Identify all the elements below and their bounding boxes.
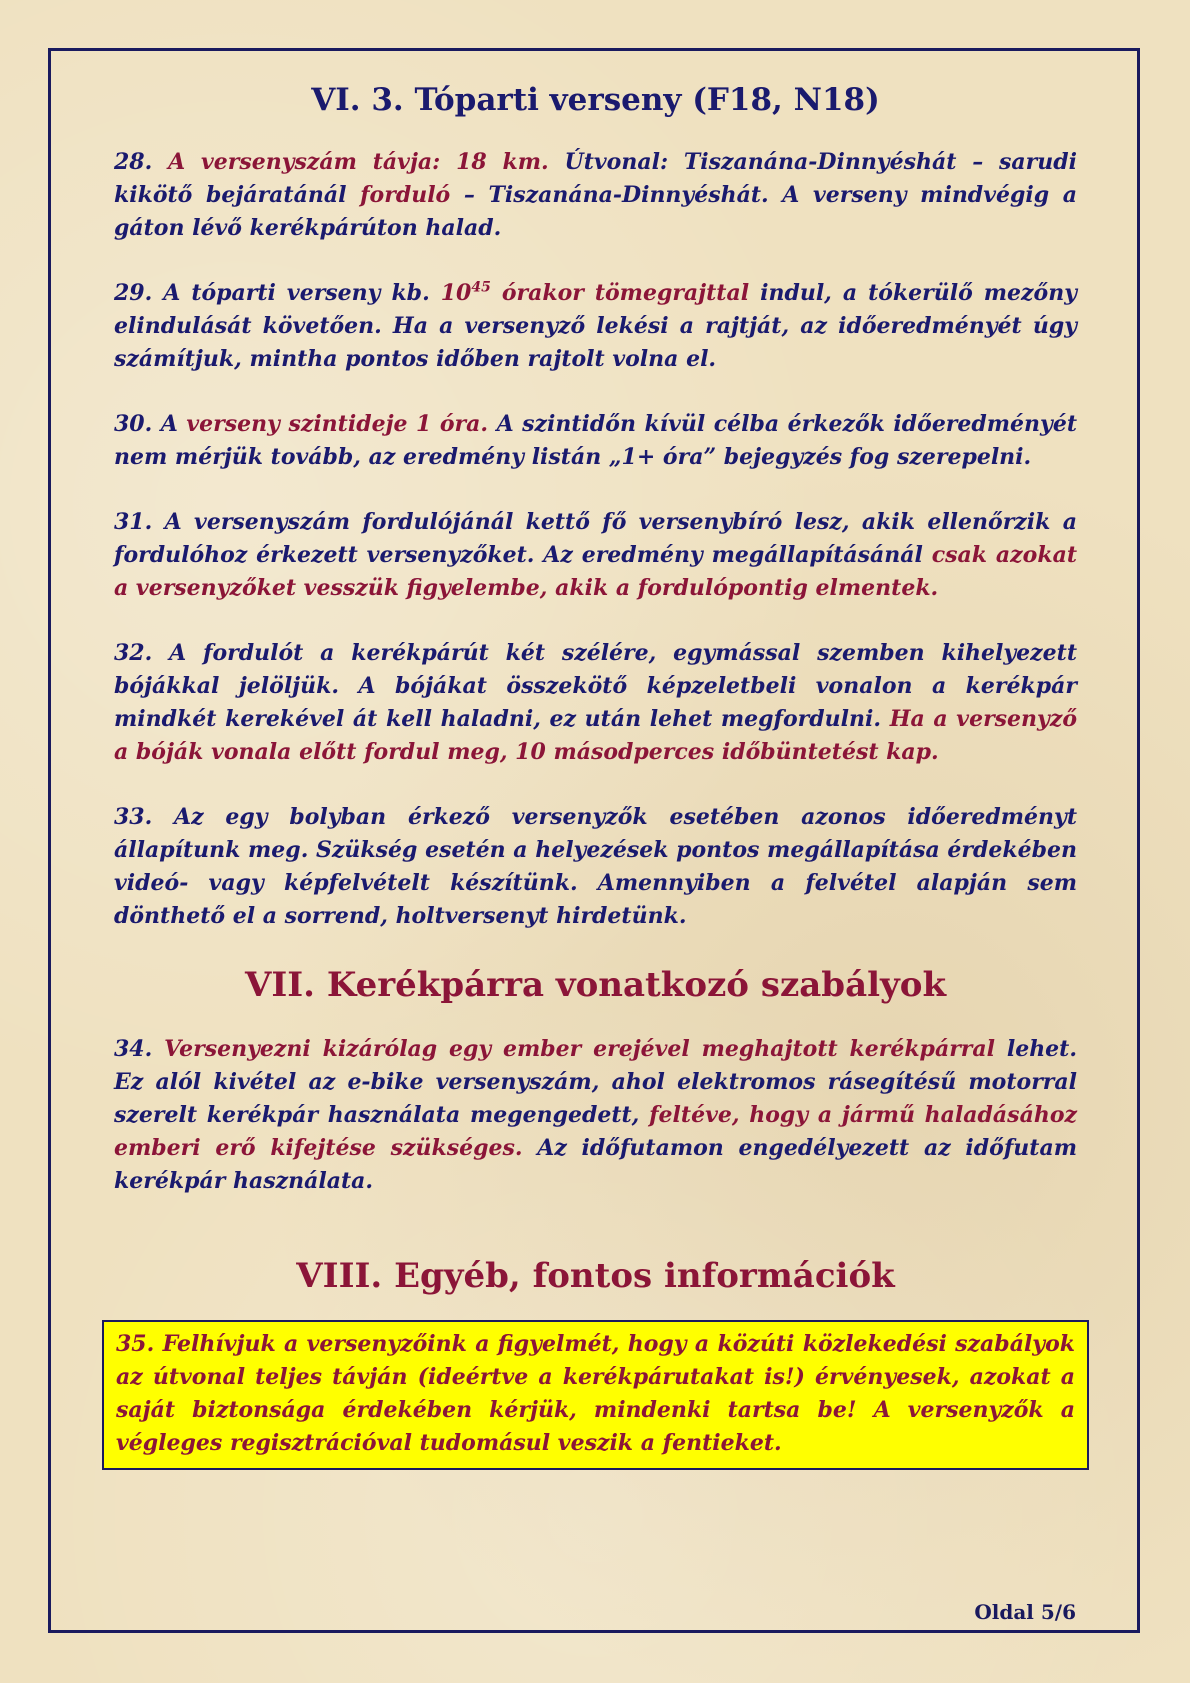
rule-31: 31. A versenyszám fordulójánál kettő fő versenybíró lesz, akik ellenőrzik a fordulóhoz érkezett versenyzőket. Az eredmény megállapításánál csak azokat a versenyzőket vesszük figyelembe, akik a fordulópontig elmentek.	[114, 509, 1077, 601]
rule-29: 29. A tóparti verseny kb. $10^{45}$ órakor tömegrajttal indul, a tókerülő mezőny elindulását követően. Ha a versenyző lekési a rajtját, az időeredményét úgy számítjuk, mintha pontos időben rajtolt volna el.	[114, 279, 1077, 372]
rule-33: 33. Az egy bolyban érkező versenyzők esetében azonos időeredményt állapítunk meg. Szükség esetén a helyezések pontos megállapítása érdekében videó- vagy képfelvételt készítünk. Amennyiben a felvétel alapján sem dönthető el a sorrend, holtversenyt hirdetünk.	[114, 804, 1077, 929]
rule-34: 34. Versenyezni kizárólag egy ember erejével meghajtott kerékpárral lehet. Ez alól kivétel az e-bike versenyszám, ahol elektromos rásegítésű motorral szerelt kerékpár használata megengedett, feltéve, hogy a jármű haladásához emberi erő kifejtése szükséges. Az időfutamon engedélyezett az időfutam kerékpár használata.	[114, 1036, 1078, 1194]
rule-32: 32. A fordulót a kerékpárút két szélére, egymással szemben kihelyezett bójákkal jelöljük. A bójákat összekötő képzeletbeli vonalon a kerékpár mindkét kerekével át kell haladni, ez után lehet megfordulni. Ha a versenyző a bóják vonala előtt fordul meg, 10 másodperces időbüntetést kap.	[114, 640, 1077, 765]
section-title-viii: VIII. Egyéb, fontos információk	[296, 1256, 895, 1296]
document-body	[114, 82, 1077, 1470]
start-time: $10^{45}$ órakor tömegrajttal	[440, 279, 750, 306]
rule-35: 35. Felhívjuk a versenyzőink a figyelmét, hogy a közúti közlekedési szabályok az útvonal teljes távján (ideértve a kerékpárutakat is!) érvényesek, azokat a saját biztonsága érdekében kérjük, mindenki tartsa be! A versenyzők a végleges regisztrációval tudomásul veszik a fentieket.	[116, 1331, 1075, 1456]
section-title-vii: VII. Kerékpárra vonatkozó szabályok	[244, 965, 947, 1005]
section-title-vi3: VI. 3. Tóparti verseny (F18, N18)	[311, 82, 880, 118]
highlighted-notice	[102, 1320, 1089, 1470]
rule-30: 30. A verseny szintideje 1 óra. A szintidőn kívül célba érkezők időeredményét nem mérjük tovább, az eredmény listán „1+ óra” bejegyzés fog szerepelni.	[114, 411, 1077, 470]
rule-28: 28. A versenyszám távja: 18 km. Útvonal: Tiszanána-Dinnyéshát – sarudi kikötő bejáratánál forduló – Tiszanána-Dinnyéshát. A verseny mindvégig a gáton lévő kerékpárúton halad.	[114, 149, 1077, 241]
page-number: Oldal 5/6	[974, 1600, 1076, 1624]
